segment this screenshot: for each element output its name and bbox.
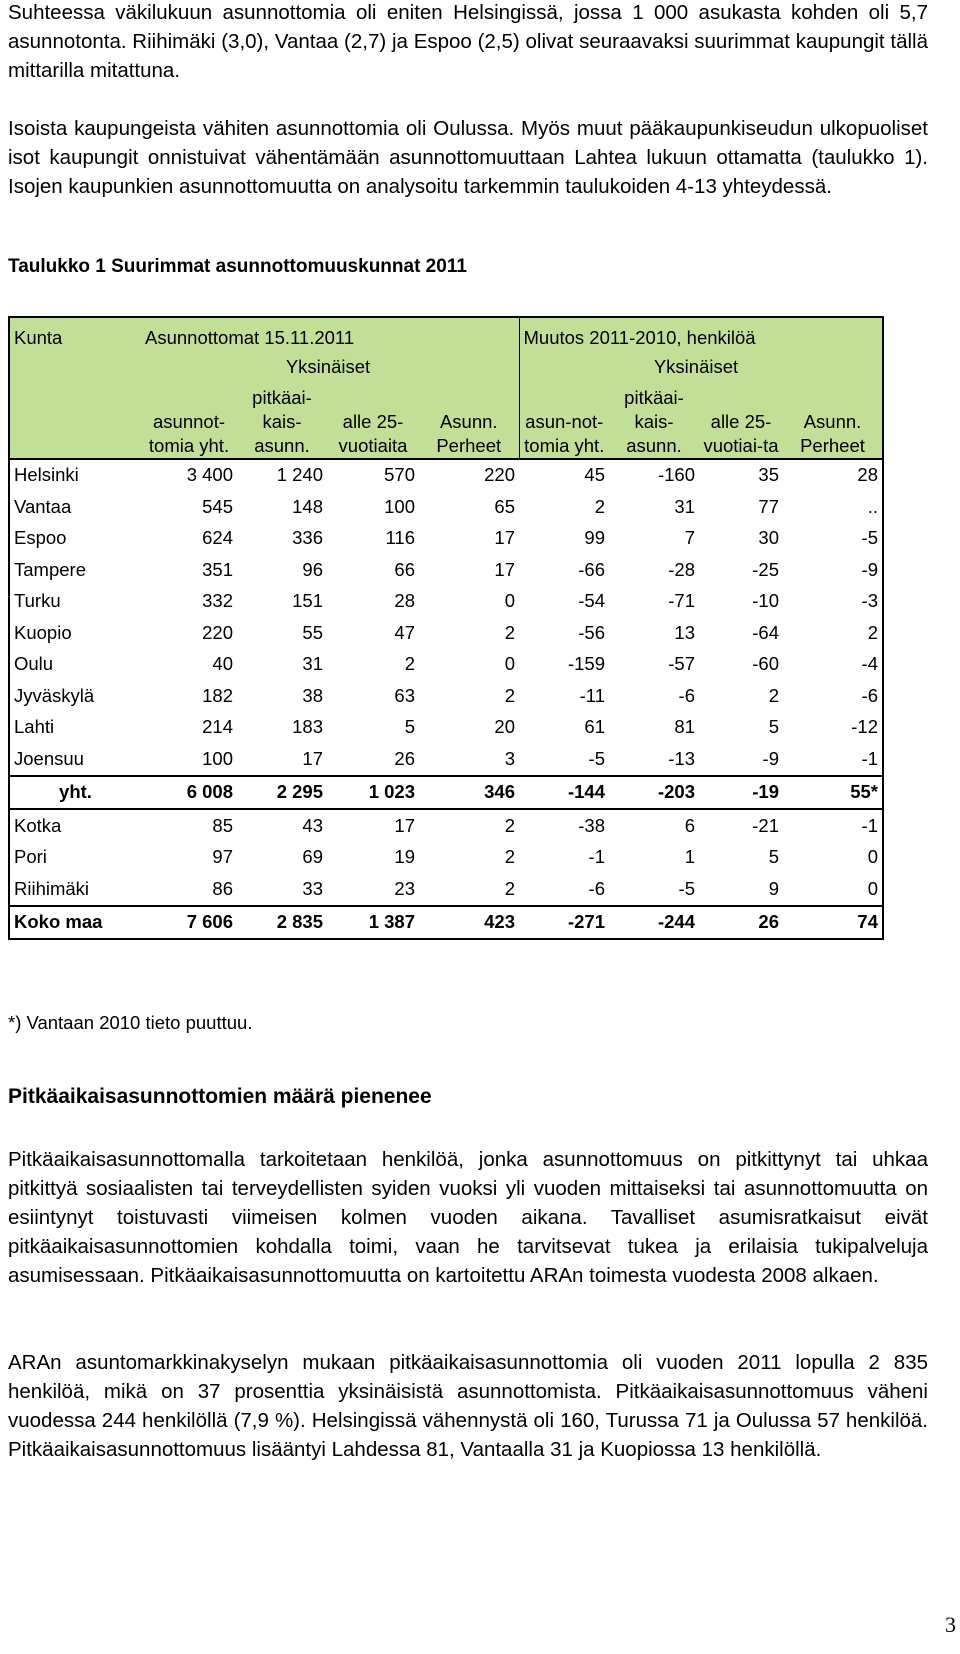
cell-value: 28 [857, 464, 878, 486]
cell-value: -11 [579, 684, 605, 706]
cell-value: 20 [494, 716, 515, 738]
header-muutos: Muutos 2011-2010, henkilöä [519, 317, 783, 350]
cell-value: -5 [861, 527, 878, 549]
cell-value: 2 [504, 846, 515, 868]
cell-value: .. [867, 495, 878, 517]
header-kunta: Kunta [9, 317, 141, 350]
cell-value: 7 [684, 527, 695, 549]
cell-value: -28 [668, 558, 695, 580]
page-number: 3 [945, 1612, 956, 1637]
table-row [9, 554, 883, 586]
header-a-yht: asunnot-tomia yht. [141, 350, 237, 459]
cell-value: 2 [404, 653, 415, 675]
header-a-alle: alle 25-vuotiaita [338, 410, 408, 456]
cell-value: -6 [588, 877, 605, 899]
cell-value: 1 [684, 846, 695, 868]
cell-value: 63 [394, 684, 415, 706]
cell-value: 6 008 [141, 776, 237, 810]
cell-value: 2 [768, 684, 779, 706]
table-row [9, 842, 883, 874]
header-m-alle: alle 25-vuotiai-ta [703, 410, 779, 456]
cell-value: 2 295 [237, 776, 327, 810]
header-yksinaiset-group [237, 350, 419, 459]
cell-value: -9 [861, 558, 878, 580]
cell-value: 40 [212, 653, 233, 675]
cell-value: 43 [302, 814, 323, 836]
table-row [9, 649, 883, 681]
cell-value: 55 [302, 621, 323, 643]
cell-value: 1 023 [327, 776, 419, 810]
cell-value: 0 [867, 846, 878, 868]
cell-value: 545 [202, 495, 233, 517]
cell-value: 346 [419, 776, 519, 810]
cell-value: 17 [394, 814, 415, 836]
header-kunta-empty [9, 350, 141, 459]
cell-value: 0 [504, 590, 515, 612]
cell-value: 55* [783, 776, 883, 810]
cell-value: 0 [867, 877, 878, 899]
cell-value: 183 [292, 716, 323, 738]
header-row-1 [9, 317, 883, 350]
cell-value: 1 240 [276, 464, 323, 486]
cell-value: -144 [519, 776, 609, 810]
cell-value: 85 [212, 814, 233, 836]
row-label: Turku [14, 590, 61, 612]
section-paragraph-1: Pitkäaikaisasunnottomalla tarkoitetaan henkilöä, jonka asunnottomuus on pitkittynyt tai uhkaa pitkittyä sosiaalisten tai terveydellisten syiden vuoksi yli vuoden mittaiseksi tai asunnottomuutta on esiintynyt toistuvasti viimeisen kolmen vuoden aikana. Tavalliset asumisratkaisut eivät pitkäaikaisasunnottomien kohdalla toimi, vaan he tarvitsevat tukea ja erilaisia tukipalveluja asumisessaan. Pitkäaikaisasunnottomuutta on kartoitettu ARAn toimesta vuodesta 2008 alkaen. [8, 1148, 928, 1287]
header-m-pitk: pitkäai-kais-asunn. [624, 386, 684, 456]
table-row [9, 873, 883, 906]
cell-value: 26 [699, 906, 783, 940]
cell-value: 97 [212, 846, 233, 868]
cell-value: 74 [783, 906, 883, 940]
cell-value: 30 [758, 527, 779, 549]
table-row [9, 617, 883, 649]
header-m-perh: Asunn. Perheet [783, 350, 883, 459]
cell-value: -57 [668, 653, 695, 675]
cell-value: -64 [752, 621, 779, 643]
cell-value: 7 606 [141, 906, 237, 940]
row-label: Lahti [14, 716, 55, 738]
header-empty [783, 317, 883, 350]
cell-value: 2 [867, 621, 878, 643]
cell-value: 17 [237, 743, 327, 776]
cell-value: 1 387 [327, 906, 419, 940]
intro-paragraph-1: Suhteessa väkilukuun asunnottomia oli eniten Helsingissä, jossa 1 000 asukasta kohden oli 5,7 asunnotonta. Riihimäki (3,0), Vantaa (2,7) ja Espoo (2,5) olivat seuraavaksi suurimmat kaupungit tällä mittarilla mitattuna. [8, 1, 928, 82]
cell-value: 332 [202, 590, 233, 612]
table-row [9, 743, 883, 776]
cell-value: -66 [578, 558, 605, 580]
cell-value: 2 [504, 684, 515, 706]
city-rows-2 [9, 809, 883, 906]
cell-value: 6 [684, 814, 695, 836]
cell-value: 45 [584, 464, 605, 486]
header-a-pitk: pitkäai-kais-asunn. [252, 386, 312, 456]
cell-value: -3 [861, 590, 878, 612]
cell-value: 100 [141, 743, 237, 776]
cell-value: 17 [494, 558, 515, 580]
row-label: Jyväskylä [14, 684, 95, 706]
row-label: Oulu [14, 653, 54, 675]
row-label: Vantaa [14, 495, 72, 517]
cell-value: -56 [578, 621, 605, 643]
cell-value: 2 [504, 814, 515, 836]
table-caption: Taulukko 1 Suurimmat asunnottomuuskunnat 2011 [8, 256, 467, 277]
cell-value: -203 [609, 776, 699, 810]
cell-value: 220 [202, 621, 233, 643]
cell-value: 86 [212, 877, 233, 899]
cell-value: 423 [419, 906, 519, 940]
total-row-group [9, 776, 883, 810]
row-label: Kotka [14, 814, 62, 836]
table-row [9, 712, 883, 744]
header-asunnottomat: Asunnottomat 15.11.2011 [141, 317, 519, 350]
homelessness-table [8, 316, 884, 940]
cell-value: 23 [394, 877, 415, 899]
cell-value: 3 400 [186, 464, 233, 486]
cell-value: 35 [758, 464, 779, 486]
table-row [9, 491, 883, 523]
cell-value: 31 [302, 653, 323, 675]
cell-value: 214 [202, 716, 233, 738]
cell-value: -159 [567, 653, 605, 675]
cell-value: 5 [768, 716, 779, 738]
cell-value: 182 [202, 684, 233, 706]
cell-value: -13 [609, 743, 699, 776]
cell-value: 77 [758, 495, 779, 517]
cell-value: -6 [861, 684, 878, 706]
cell-value: 31 [674, 495, 695, 517]
cell-value: -1 [861, 814, 878, 836]
header-yksinaiset2-group [609, 350, 783, 459]
cell-value: -6 [678, 684, 695, 706]
row-label: Joensuu [9, 743, 141, 776]
cell-value: 151 [292, 590, 323, 612]
cell-value: 624 [202, 527, 233, 549]
section-heading: Pitkäaikaisasunnottomien määrä pienenee [8, 1085, 432, 1108]
cell-value: -10 [752, 590, 779, 612]
cell-value: -21 [752, 814, 779, 836]
cell-value: 5 [768, 846, 779, 868]
cell-value: 220 [484, 464, 515, 486]
cell-value: 570 [384, 464, 415, 486]
row-label: Espoo [14, 527, 67, 549]
cell-value: -5 [678, 877, 695, 899]
cell-value: 2 835 [237, 906, 327, 940]
row-label: Riihimäki [14, 877, 90, 899]
cell-value: 38 [302, 684, 323, 706]
table-row [9, 586, 883, 618]
table-row [9, 776, 883, 810]
table-row [9, 680, 883, 712]
table-row [9, 809, 883, 842]
cell-value: 2 [504, 877, 515, 899]
cell-value: 17 [494, 527, 515, 549]
row-label: Pori [14, 846, 47, 868]
header-yksinaiset2: Yksinäiset [653, 355, 739, 377]
cell-value: -271 [519, 906, 609, 940]
cell-value: 69 [302, 846, 323, 868]
row-label: Kuopio [14, 621, 72, 643]
header-m-yht: asun-not-tomia yht. [519, 350, 609, 459]
cell-value: 99 [584, 527, 605, 549]
cell-value: -1 [588, 846, 605, 868]
cell-value: 13 [674, 621, 695, 643]
cell-value: 2 [594, 495, 605, 517]
cell-value: -38 [578, 814, 605, 836]
header-yksinaiset: Yksinäiset [285, 355, 371, 377]
cell-value: -5 [519, 743, 609, 776]
cell-value: 96 [302, 558, 323, 580]
cell-value: -12 [851, 716, 878, 738]
table-row [9, 523, 883, 555]
cell-value: 100 [384, 495, 415, 517]
cell-value: -19 [699, 776, 783, 810]
cell-value: 61 [584, 716, 605, 738]
cell-value: 26 [327, 743, 419, 776]
cell-value: 65 [494, 495, 515, 517]
cell-value: 2 [504, 621, 515, 643]
table-note: *) Vantaan 2010 tieto puuttuu. [8, 1012, 253, 1033]
cell-value: -71 [668, 590, 695, 612]
cell-value: -54 [578, 590, 605, 612]
cell-value: -60 [752, 653, 779, 675]
cell-value: 5 [404, 716, 415, 738]
row-label: Koko maa [9, 906, 141, 940]
country-row-group [9, 906, 883, 940]
cell-value: 351 [202, 558, 233, 580]
cell-value: 148 [292, 495, 323, 517]
header-a-perh: Asunn. Perheet [419, 350, 519, 459]
cell-value: 19 [394, 846, 415, 868]
cell-value: 0 [504, 653, 515, 675]
cell-value: 47 [394, 621, 415, 643]
cell-value: -4 [861, 653, 878, 675]
cell-value: -9 [699, 743, 783, 776]
intro-paragraph-2: Isoista kaupungeista vähiten asunnottomia oli Oulussa. Myös muut pääkaupunkiseudun ulkopuoliset isot kaupungit onnistuivat vähentämään asunnottomuuttaan Lahtea lukuun ottamatta (taulukko 1). Isojen kaupunkien asunnottomuutta on analysoitu tarkemmin taulukoiden 4-13 yhteydessä. [8, 117, 928, 198]
cell-value: -160 [657, 464, 695, 486]
cell-value: 3 [419, 743, 519, 776]
cell-value: -1 [783, 743, 883, 776]
cell-value: 9 [768, 877, 779, 899]
row-label: Tampere [14, 558, 86, 580]
section-paragraph-2: ARAn asuntomarkkinakyselyn mukaan pitkäaikaisasunnottomia oli vuoden 2011 lopulla 2 835 henkilöä, mikä on 37 prosenttia yksinäisistä asunnottomista. Pitkäaikaisasunnottomuus väheni vuodessa 244 henkilöllä (7,9 %). Helsingissä vähennystä oli 160, Turussa 71 ja Oulussa 57 henkilöä. Pitkäaikaisasunnottomuus lisääntyi Lahdessa 81, Vantaalla 31 ja Kuopiossa 13 henkilöllä. [8, 1351, 928, 1461]
header-row-2 [9, 350, 883, 459]
cell-value: -25 [752, 558, 779, 580]
cell-value: 116 [385, 527, 415, 549]
cell-value: 33 [302, 877, 323, 899]
row-label: yht. [9, 776, 141, 810]
city-rows [9, 459, 883, 776]
cell-value: -244 [609, 906, 699, 940]
row-label: Helsinki [14, 464, 79, 486]
cell-value: 28 [394, 590, 415, 612]
cell-value: 81 [674, 716, 695, 738]
cell-value: 336 [292, 527, 323, 549]
cell-value: 66 [394, 558, 415, 580]
table-row [9, 459, 883, 492]
table-row [9, 906, 883, 940]
